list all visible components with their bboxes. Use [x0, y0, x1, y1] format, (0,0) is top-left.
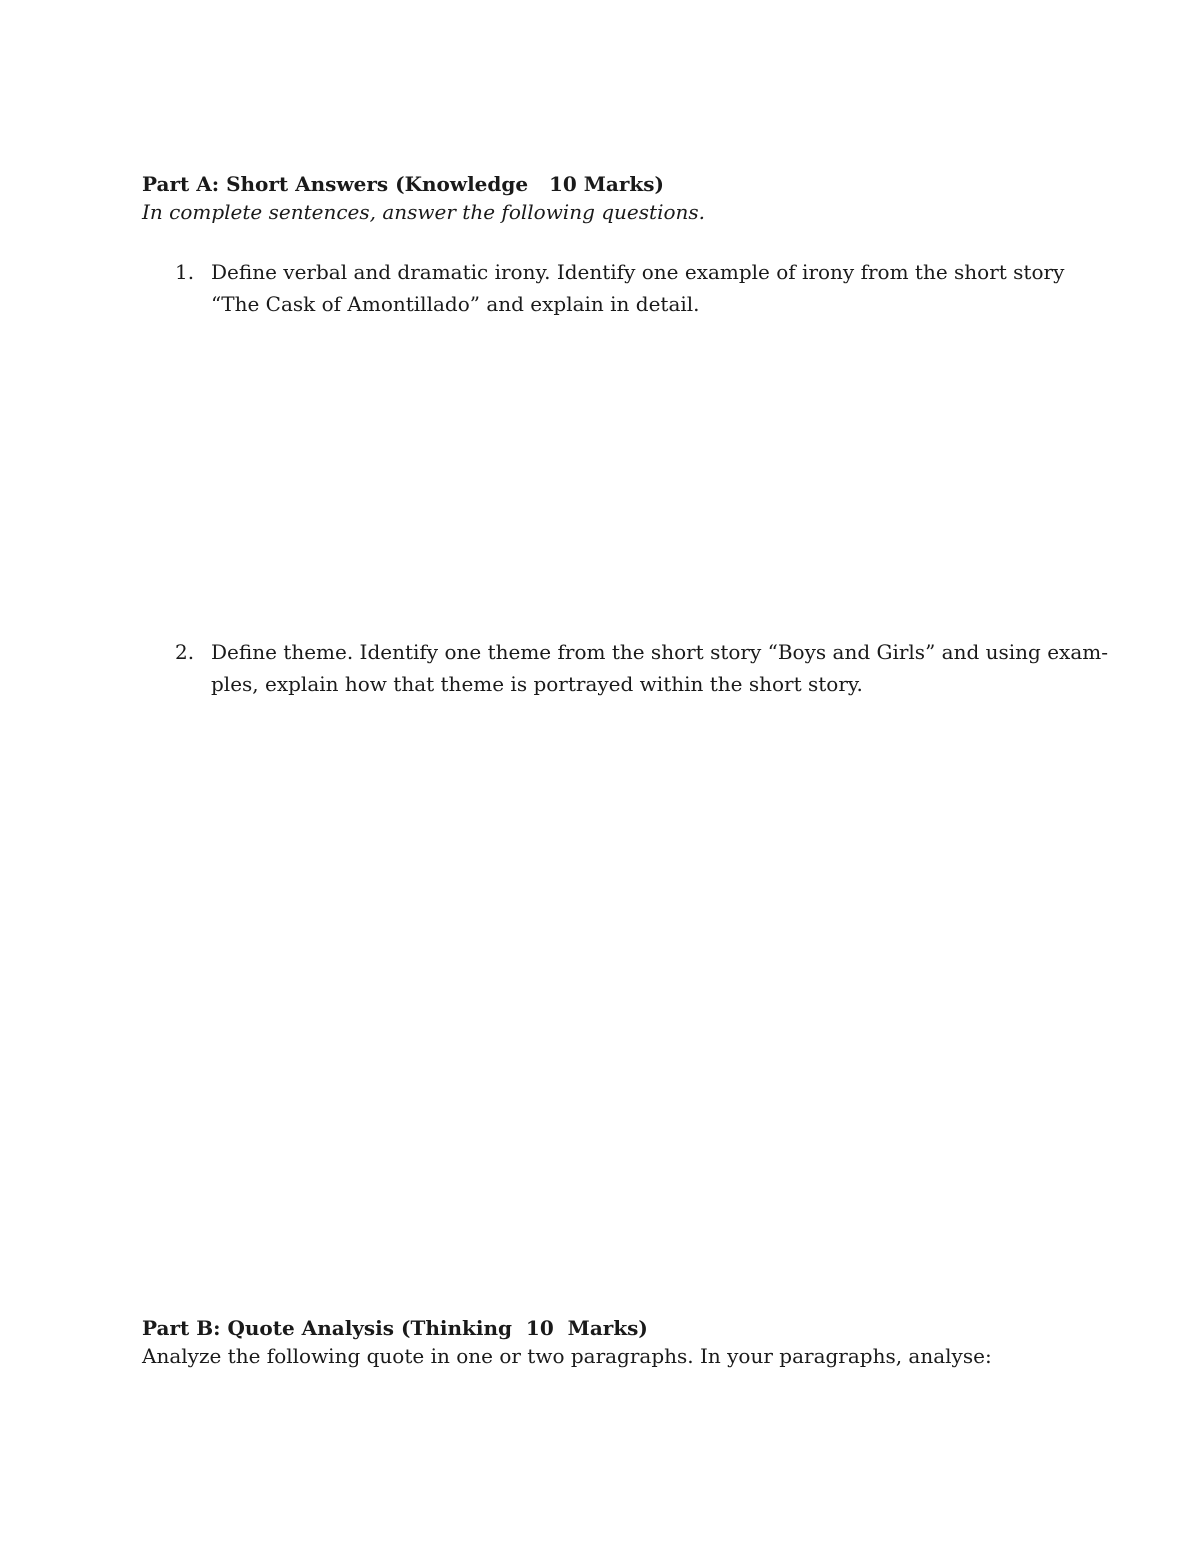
question-text	[211, 636, 1108, 700]
question-text	[211, 256, 1075, 320]
part-a-instruction: In complete sentences, answer the following questions.	[142, 200, 706, 224]
question-line: ples, explain how that theme is portrayed within the short story.	[211, 672, 863, 696]
part-b-instruction: Analyze the following quote in one or two paragraphs. In your paragraphs, analyse:	[142, 1344, 992, 1368]
part-a-section	[142, 170, 1072, 226]
part-b-section	[142, 1314, 1072, 1370]
question-line: Define theme. Identify one theme from the short story “Boys and Girls” and using exam-	[211, 640, 1108, 664]
question-number: 1.	[175, 260, 195, 284]
question-line: Define verbal and dramatic irony. Identify one example of irony from the short story	[211, 260, 1065, 284]
question-line: “The Cask of Amontillado” and explain in detail.	[211, 292, 700, 316]
question-number: 2.	[175, 640, 195, 664]
part-a-heading: Part A: Short Answers (Knowledge 10 Marks)	[142, 172, 665, 196]
part-b-heading: Part B: Quote Analysis (Thinking 10 Marks)	[142, 1316, 648, 1340]
